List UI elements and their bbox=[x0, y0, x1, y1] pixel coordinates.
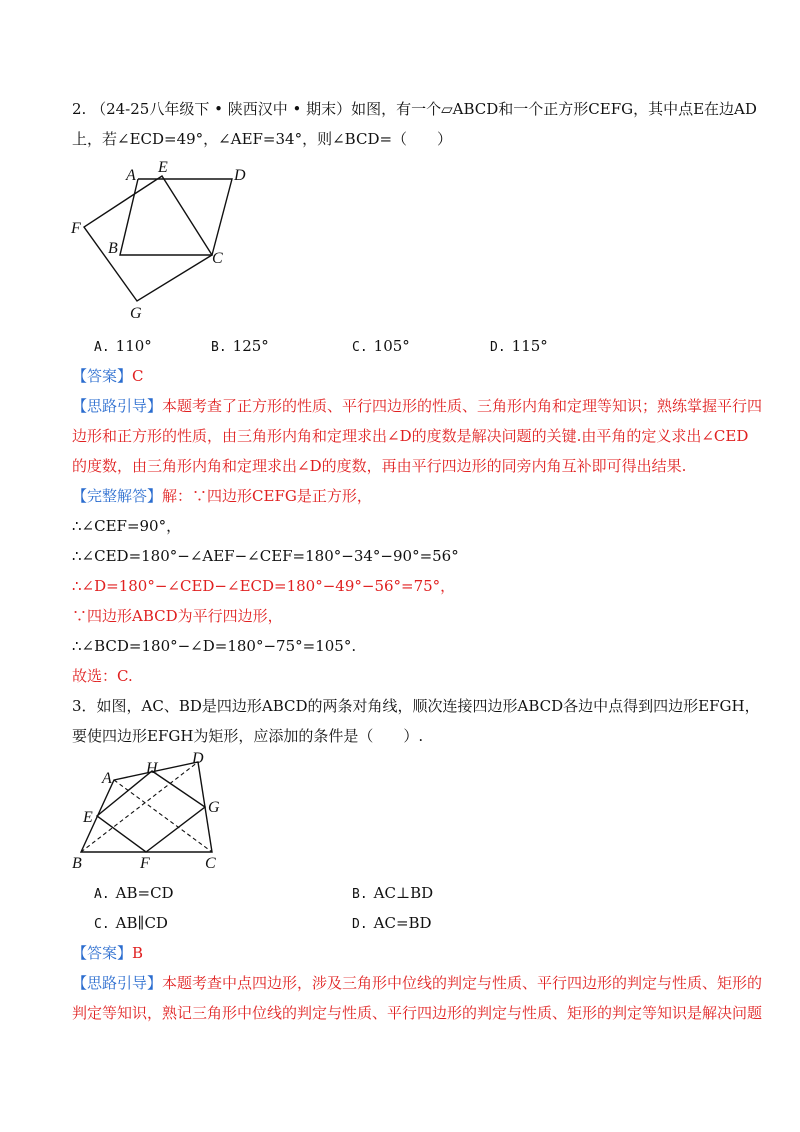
q2-hint-line1: 【思路引导】本题考查了正方形的性质、平行四边形的性质、三角形内角和定理等知识；熟练掌握平行四 bbox=[72, 397, 763, 415]
answer-value: C bbox=[132, 367, 144, 385]
hint-tag: 【思路引导】 bbox=[72, 397, 163, 415]
q2-option-a[interactable]: A. 110° bbox=[94, 337, 152, 355]
q2-option-b[interactable]: B. 125° bbox=[211, 337, 269, 355]
square-cefg bbox=[84, 176, 212, 301]
q2-answer bbox=[72, 365, 144, 387]
q2-solution-step2: ∴∠CED=180°−∠AEF−∠CEF=180°−34°−90°=56° bbox=[72, 547, 459, 565]
label-C: C bbox=[205, 855, 216, 872]
label-G: G bbox=[208, 799, 220, 816]
answer-value: B bbox=[132, 944, 144, 962]
label-C: C bbox=[212, 250, 223, 267]
diagonal-bd bbox=[81, 762, 198, 852]
q2-solution-step4: ∵四边形ABCD为平行四边形， bbox=[72, 607, 283, 625]
label-B: B bbox=[108, 240, 118, 257]
hint-tag: 【思路引导】 bbox=[72, 974, 163, 992]
q2-solution-step5: ∴∠BCD=180°−∠D=180°−75°=105°. bbox=[72, 637, 357, 655]
q3-option-d[interactable]: D. AC=BD bbox=[352, 914, 432, 932]
label-B: B bbox=[72, 855, 82, 872]
q2-stem-line1: 2. （24-25八年级下 • 陕西汉中 • 期末）如图，有一个▱ABCD和一个正方形CEFG，其中点E在边AD bbox=[72, 100, 757, 118]
label-E: E bbox=[83, 809, 93, 826]
q3-hint-line1: 【思路引导】本题考查中点四边形，涉及三角形中位线的判定与性质、平行四边形的判定与性质、矩形的 bbox=[72, 974, 763, 992]
solution-tag: 【完整解答】 bbox=[72, 487, 163, 505]
q2-option-d[interactable]: D. 115° bbox=[490, 337, 548, 355]
q2-solution-head: 【完整解答】解：∵四边形CEFG是正方形， bbox=[72, 487, 372, 505]
q2-option-c[interactable]: C. 105° bbox=[352, 337, 410, 355]
label-D: D bbox=[234, 167, 246, 184]
parallelogram-abcd bbox=[120, 179, 232, 255]
q2-solution-choice: 故选：C. bbox=[72, 667, 133, 685]
q2-solution-step3: ∴∠D=180°−∠CED−∠ECD=180°−49°−56°=75°， bbox=[72, 577, 456, 595]
q2-hint-line2: 边形和正方形的性质，由三角形内角和定理求出∠D的度数是解决问题的关键.由平角的定义求出∠CED bbox=[72, 427, 749, 445]
label-G: G bbox=[130, 305, 142, 322]
q3-stem-line1: 3．如图，AC、BD是四边形ABCD的两条对角线，顺次连接四边形ABCD各边中点得到四边形EFGH， bbox=[72, 697, 760, 715]
label-H: H bbox=[146, 760, 158, 777]
q3-hint-line2: 判定等知识，熟记三角形中位线的判定与性质、平行四边形的判定与性质、矩形的判定等知识是解决问题 bbox=[72, 1004, 763, 1022]
answer-tag: 【答案】 bbox=[72, 944, 133, 962]
label-F: F bbox=[71, 220, 81, 237]
label-E: E bbox=[158, 160, 168, 176]
label-F: F bbox=[140, 855, 150, 872]
q3-figure bbox=[64, 748, 244, 878]
q2-stem-line2: 上，若∠ECD=49°，∠AEF=34°，则∠BCD=（ ） bbox=[72, 130, 453, 148]
q3-option-b[interactable]: B. AC⊥BD bbox=[352, 884, 434, 902]
q2-hint-line3: 的度数，由三角形内角和定理求出∠D的度数，再由平行四边形的同旁内角互补即可得出结果. bbox=[72, 457, 687, 475]
label-A: A bbox=[126, 167, 136, 184]
q3-answer bbox=[72, 942, 143, 964]
q3-stem-line2: 要使四边形EFGH为矩形，应添加的条件是（ ）. bbox=[72, 727, 424, 745]
label-A: A bbox=[102, 770, 112, 787]
label-D: D bbox=[192, 750, 204, 767]
q2-figure bbox=[66, 160, 306, 325]
q3-option-c[interactable]: C. AB∥CD bbox=[94, 914, 168, 932]
answer-tag: 【答案】 bbox=[72, 367, 133, 385]
q3-option-a[interactable]: A. AB=CD bbox=[94, 884, 174, 902]
q2-solution-step1: ∴∠CEF=90°， bbox=[72, 517, 182, 535]
